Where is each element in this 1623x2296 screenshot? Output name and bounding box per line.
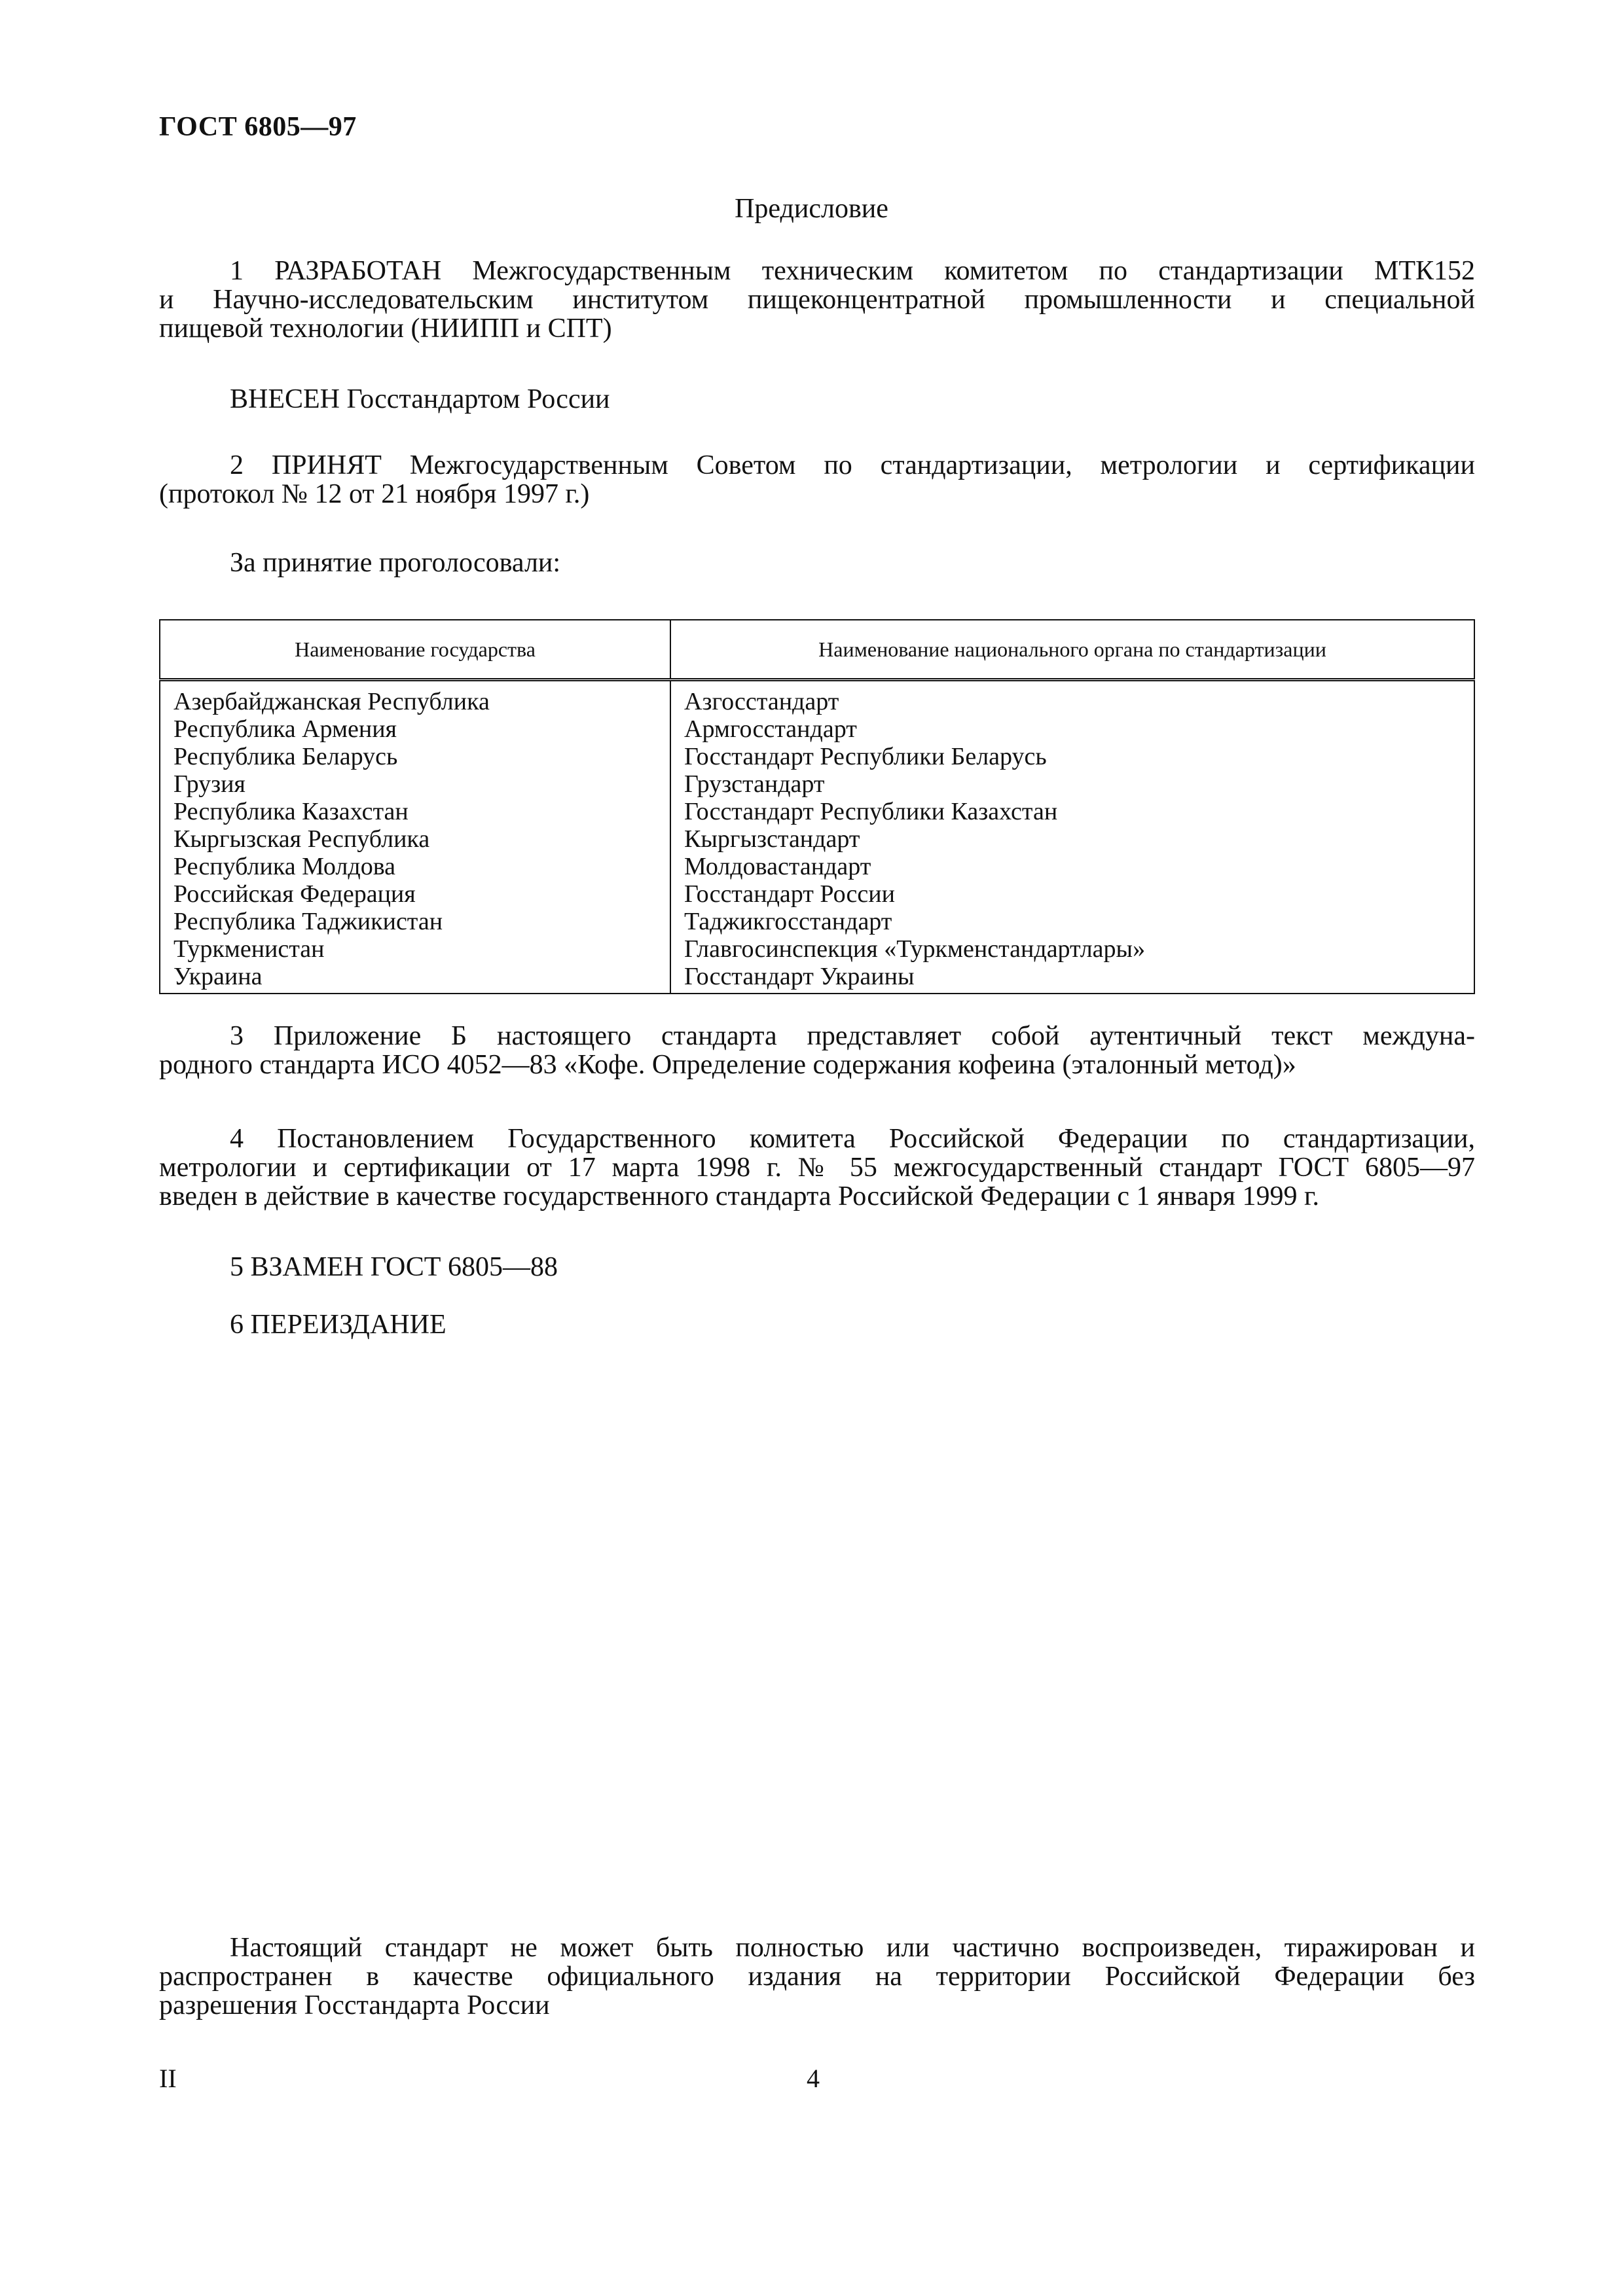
table-row	[160, 770, 1474, 798]
text-line: разрешения Госстандарта России	[159, 1990, 550, 2020]
body-cell: Госстандарт Республики Казахстан	[684, 798, 1058, 825]
body-cell: Госстандарт Республики Беларусь	[684, 743, 1047, 770]
text-line: (протокол № 12 от 21 ноября 1997 г.)	[159, 479, 590, 509]
paragraph-introduced: ВНЕСЕН Госстандартом России	[230, 384, 610, 414]
state-cell: Туркменистан	[160, 935, 670, 963]
body-cell: Таджикгосстандарт	[684, 908, 892, 935]
state-cell: Республика Армения	[160, 715, 670, 743]
state-cell: Кыргызская Республика	[160, 825, 670, 853]
text-line: 1 РАЗРАБОТАН Межгосударственным техническим комитетом по стандартизации МТК152	[230, 256, 1475, 286]
column-header-state: Наименование государства	[160, 620, 670, 680]
state-cell: Республика Таджикистан	[160, 908, 670, 935]
text-line: 4 Постановлением Государственного комитета Российской Федерации по стандартизации,	[230, 1124, 1475, 1154]
paragraph-reissue: 6 ПЕРЕИЗДАНИЕ	[230, 1310, 447, 1340]
table-row	[160, 680, 1474, 716]
table-row	[160, 798, 1474, 825]
table-row	[160, 853, 1474, 880]
state-cell: Азербайджанская Республика	[160, 680, 670, 716]
body-cell: Армгосстандарт	[684, 715, 857, 743]
table-row	[160, 908, 1474, 935]
paragraph-adopted	[159, 451, 1475, 509]
voting-states-table	[159, 619, 1475, 994]
table-row	[160, 935, 1474, 963]
body-cell: Кыргызстандарт	[684, 825, 860, 853]
text-line: 3 Приложение Б настоящего стандарта представляет собой аутентичный текст междуна-	[230, 1021, 1475, 1051]
body-cell: Грузстандарт	[684, 770, 825, 798]
copyright-note	[159, 1933, 1475, 2020]
page-roman-numeral: II	[159, 2064, 177, 2093]
state-cell: Республика Беларусь	[160, 743, 670, 770]
text-line: 2 ПРИНЯТ Межгосударственным Советом по стандартизации, метрологии и сертификации	[230, 450, 1475, 480]
body-cell: Молдовастандарт	[684, 853, 871, 880]
table-row	[160, 825, 1474, 853]
body-cell: Госстандарт Украины	[684, 963, 915, 990]
text-line: родного стандарта ИСО 4052—83 «Кофе. Определение содержания кофеина (эталонный метод)»	[159, 1050, 1296, 1080]
text-line: Настоящий стандарт не может быть полностью или частично воспроизведен, тиражирован и	[230, 1933, 1475, 1963]
text-line: введен в действие в качестве государственного стандарта Российской Федерации с 1 января 1999 г.	[159, 1181, 1319, 1211]
text-line: и Научно-исследовательским институтом пищеконцентратной промышленности и специальной	[159, 285, 1475, 315]
paragraph-resolution	[159, 1124, 1475, 1211]
text-line: пищевой технологии (НИИПП и СПТ)	[159, 314, 612, 344]
table-row	[160, 963, 1474, 994]
body-cell: Азгосстандарт	[684, 688, 839, 715]
voted-label: За принятие проголосовали:	[230, 548, 561, 578]
standard-code: ГОСТ 6805—97	[159, 112, 357, 142]
table-row	[160, 880, 1474, 908]
state-cell: Украина	[160, 963, 670, 994]
body-cell: Главгосинспекция «Туркменстандартлары»	[684, 935, 1146, 963]
table-header-row	[160, 620, 1474, 680]
table-row	[160, 715, 1474, 743]
body-cell: Госстандарт России	[684, 880, 895, 908]
text-line: распространен в качестве официального издания на территории Российской Федерации без	[159, 1962, 1475, 1992]
column-header-body: Наименование национального органа по стандартизации	[670, 620, 1474, 680]
paragraph-replaces: 5 ВЗАМЕН ГОСТ 6805—88	[230, 1252, 558, 1282]
text-line: метрологии и сертификации от 17 марта 1998 г. № 55 межгосударственный стандарт ГОСТ 6805—97	[159, 1153, 1475, 1183]
page-number: 4	[807, 2064, 820, 2093]
state-cell: Республика Молдова	[160, 853, 670, 880]
page-title: Предисловие	[735, 194, 888, 224]
table-row	[160, 743, 1474, 770]
paragraph-developed	[159, 257, 1475, 343]
state-cell: Российская Федерация	[160, 880, 670, 908]
paragraph-annex	[159, 1022, 1475, 1079]
state-cell: Республика Казахстан	[160, 798, 670, 825]
state-cell: Грузия	[160, 770, 670, 798]
